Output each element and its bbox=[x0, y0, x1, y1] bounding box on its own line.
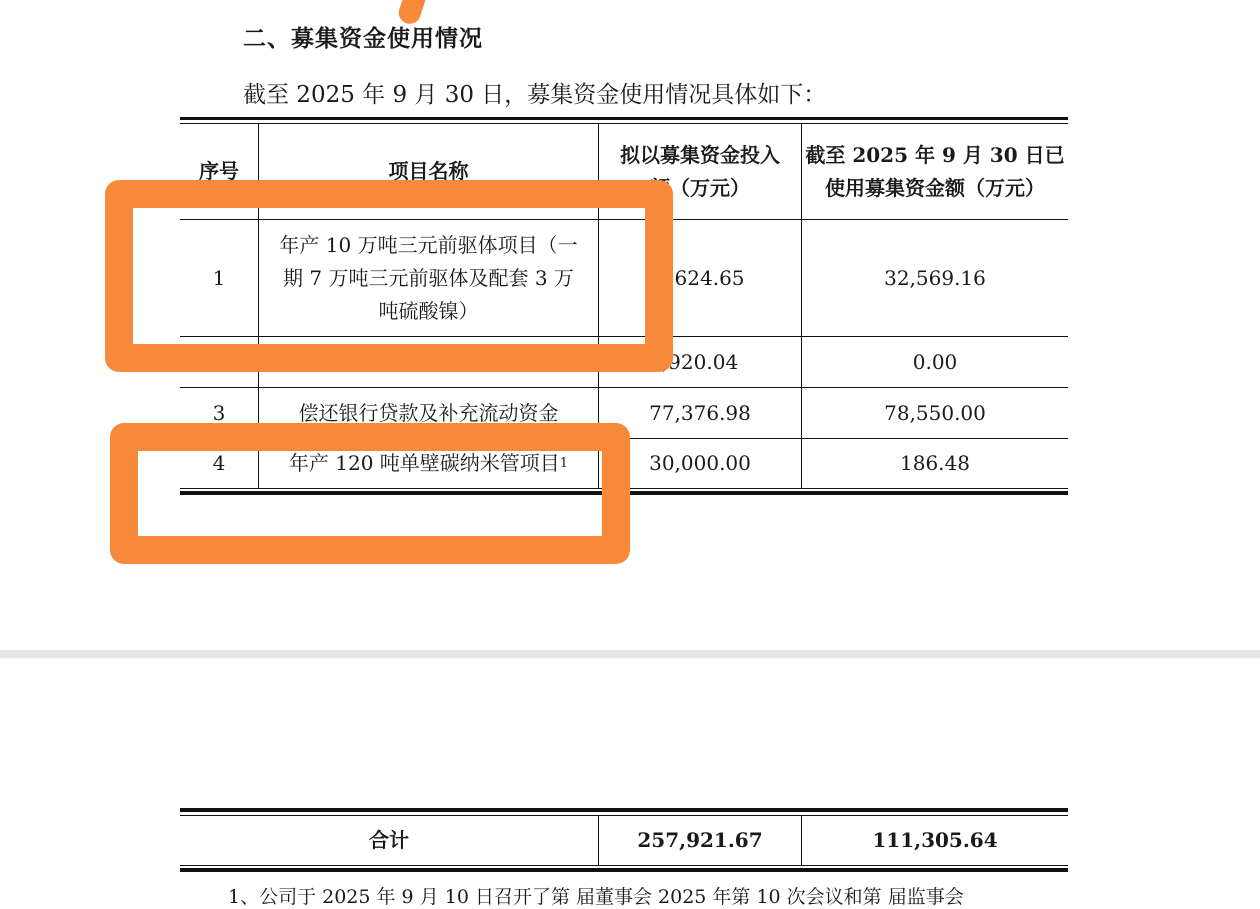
row1-no: 1 bbox=[212, 265, 226, 290]
row4-used: 186.48 bbox=[900, 451, 970, 475]
section-title: 二、募集资金使用情况 bbox=[243, 25, 483, 52]
intro-paragraph: 截至 2025 年 9 月 30 日，募集资金使用情况具体如下： bbox=[243, 82, 827, 108]
header-used bbox=[802, 124, 1068, 219]
row3-planned: 77,376.98 bbox=[649, 400, 751, 425]
row4-footnote-marker: 1 bbox=[559, 456, 569, 471]
row1-planned: 0,624.65 bbox=[655, 265, 745, 290]
header-no: 序号 bbox=[199, 159, 239, 183]
row4-planned: 30,000.00 bbox=[649, 451, 751, 475]
row1-name-line2: 期 7 万吨三元前驱体及配套 3 万 bbox=[283, 265, 574, 290]
total-planned: 257,921.67 bbox=[637, 828, 763, 852]
document-page-bottom bbox=[0, 658, 1260, 908]
orange-highlight-box-lower bbox=[110, 423, 630, 564]
header-planned-line1: 拟以募集资金投入 bbox=[620, 142, 780, 167]
row1-used: 32,569.16 bbox=[884, 265, 986, 290]
row1-name-line3: 吨硫酸镍） bbox=[378, 298, 479, 323]
row3-no: 3 bbox=[212, 400, 226, 425]
row4-name-text: 年产 120 吨单壁碳纳米管项目 bbox=[288, 451, 560, 475]
row4-no: 4 bbox=[212, 451, 226, 475]
total-label: 合计 bbox=[369, 828, 409, 852]
total-used: 111,305.64 bbox=[872, 828, 998, 852]
total-table bbox=[180, 808, 1068, 880]
row3-project-name: 偿还银行贷款及补充流动资金 bbox=[298, 400, 559, 425]
header-planned-line2: 额（万元） bbox=[650, 175, 750, 200]
header-used-line2: 使用募集资金额（万元） bbox=[825, 175, 1045, 200]
row2-planned: ,920.04 bbox=[661, 349, 739, 374]
row3-used: 78,550.00 bbox=[884, 400, 986, 425]
row1-name-line1: 年产 10 万吨三元前驱体项目（一 bbox=[279, 232, 578, 257]
orange-highlight-box-upper bbox=[105, 180, 673, 372]
header-project-name: 项目名称 bbox=[388, 159, 469, 183]
header-used-line1: 截至 2025 年 9 月 30 日已 bbox=[805, 142, 1065, 167]
footnote-text: 1、公司于 2025 年 9 月 10 日召开了第 届董事会 2025 年第 10 次会议和第 届监事会 bbox=[228, 886, 964, 908]
row2-used: 0.00 bbox=[912, 349, 958, 374]
page-separator bbox=[0, 650, 1260, 658]
